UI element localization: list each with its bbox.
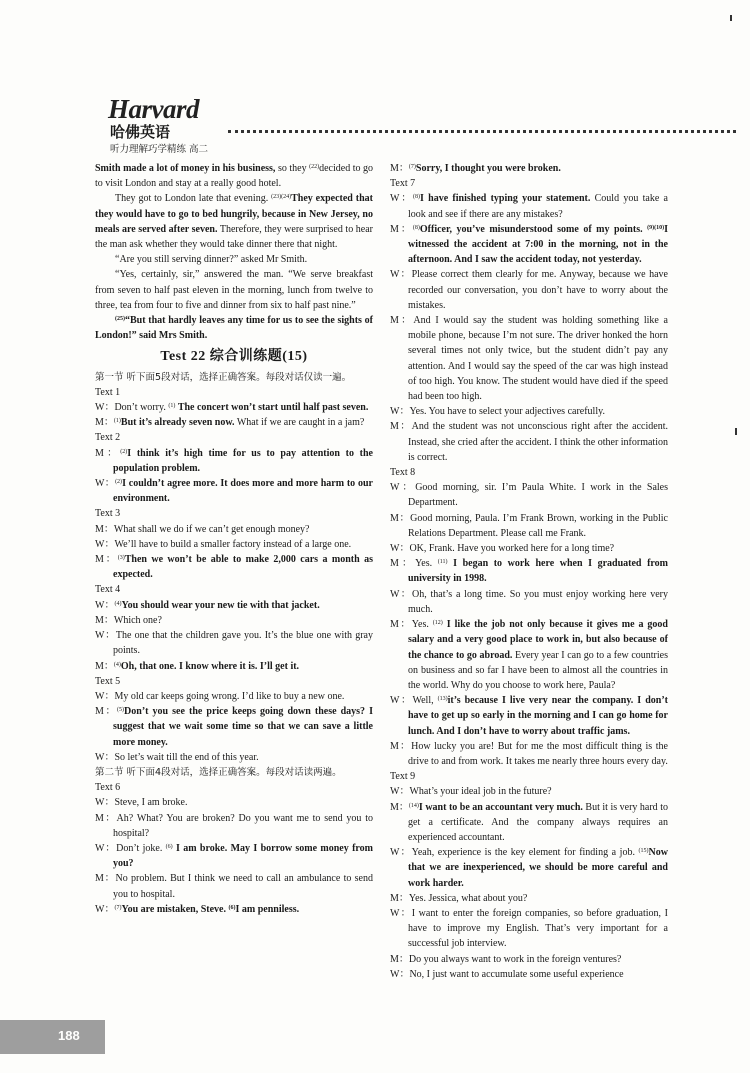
text-line: Text 5 (95, 675, 121, 687)
text-line: M：$^{(4)}$Oh, that one. I know where it is. I’ll get it. (95, 660, 300, 672)
text-line: W：Don’t worry. $^{(1)}$ The concert won’t start until half past seven. (95, 402, 369, 414)
text-line: Smith made a lot of money in his business, so they $^{(22)}$decided to go to visit London and stay at a really good hotel. (95, 163, 373, 190)
left-column (95, 161, 373, 917)
text-line: M：And I would say the student was holding something like a mobile phone, because I’m not sure. The driver honked the horn several times not only twice, but the student didn’t pay any attention. And I would say the speed of the car was high instead of too high. You know. The student would have died if the speed had been too high. (390, 315, 668, 403)
text-line: 第一节 听下面5段对话，选择正确答案。每段对话仅读一遍。 (95, 371, 352, 383)
text-line: W：No, I just want to accumulate some useful experience (390, 968, 624, 980)
text-line: Text 8 (390, 467, 416, 479)
text-line: M：Yes. $^{(11)}$ I began to work here when I graduated from university in 1998. (390, 558, 668, 585)
text-line: W：OK, Frank. Have you worked here for a long time? (390, 543, 615, 555)
text-line: W：So let’s wait till the end of this year. (95, 751, 259, 763)
right-column (390, 161, 668, 982)
text-line: M：Good morning, Paula. I’m Frank Brown, working in the Public Relations Department. Please call me Frank. (390, 512, 668, 539)
page-number: 188 (58, 1028, 80, 1043)
text-line: W：Oh, that’s a long time. So you must enjoy working here very much. (390, 588, 668, 615)
text-line: M：$^{(3)}$Then we won’t be able to make 2,000 cars a month as expected. (95, 554, 373, 581)
text-line: Text 3 (95, 508, 121, 520)
text-line: Text 4 (95, 584, 121, 596)
text-line: M：What shall we do if we can’t get enough money? (95, 523, 310, 535)
text-line: M：Yes. $^{(12)}$ I like the job not only because it gives me a good salary and a very good place to work in, but also because of the chance to go abroad. Every year I can go to a few countries on business and so far I have been to almost all the countries in the world. Why do you choose to work here, Paula? (390, 619, 669, 691)
text-line: M：Yes. Jessica, what about you? (390, 892, 528, 904)
text-line: M：No problem. But I think we need to call an ambulance to send you to hospital. (95, 873, 373, 900)
text-line: M：Do you always want to work in the foreign ventures? (390, 953, 622, 965)
text-line: Text 9 (390, 771, 416, 783)
text-line: Text 1 (95, 386, 121, 398)
text-line: Text 2 (95, 432, 121, 444)
text-line: $^{(25)}$“But that hardly leaves any time for us to see the sights of London!” said Mrs Smith. (95, 315, 373, 342)
text-line: W：I want to enter the foreign companies, so before graduation, I have to improve my English. That’s very important for a successful job interview. (390, 907, 668, 950)
page-header (96, 94, 736, 156)
text-line: W：Yes. You have to select your adjectives carefully. (390, 406, 605, 418)
text-line: W：We’ll have to build a smaller factory instead of a large one. (95, 538, 352, 550)
text-line: Text 7 (390, 178, 416, 190)
test-title: Test 22 综合训练题(15) (160, 349, 308, 365)
text-line: W：$^{(8)}$I have finished typing your statement. Could you take a look and see if there are any mistakes? (390, 193, 668, 220)
text-line: “Are you still serving dinner?” asked Mr Smith. (115, 254, 308, 266)
text-line: M：Which one? (95, 614, 162, 626)
edge-mark (730, 15, 732, 21)
brand-title: 哈佛英语 (110, 123, 171, 141)
text-line: M：$^{(1)}$But it’s already seven now. What if we are caught in a jam? (95, 417, 365, 429)
text-line: W：Please correct them clearly for me. Anyway, because we have recorded our conversation, you don’t have to worry about the mistakes. (390, 269, 668, 311)
text-line: W：What’s your ideal job in the future? (390, 786, 552, 798)
text-line: W：$^{(2)}$I couldn’t agree more. It does more and more harm to our environment. (95, 478, 373, 505)
text-line: M：How lucky you are! But for me the most difficult thing is the drive to and from work. It takes me nearly three hours every day. (390, 740, 668, 767)
page-number-tab (0, 1020, 105, 1054)
edge-mark (735, 428, 737, 435)
text-line: W：Well, $^{(13)}$it’s because I live very near the company. I don’t have to get up so early in the morning and I can go home for lunch. And I don’t have to worry about traffic jams. (390, 695, 668, 737)
text-line: W：My old car keeps going wrong. I’d like to buy a new one. (95, 690, 345, 702)
text-line: They got to London late that evening. $^{(23)(24)}$They expected that they would have to go to bed hungrily, because in New Jersey, no meals are served after seven. Therefore, they were surprised to hear the man ask whether they would take dinner there that night. (95, 193, 374, 251)
text-line: W：Yeah, experience is the key element for finding a job. $^{(15)}$Now that we are inexperienced, we should be more careful and work harder. (390, 847, 668, 889)
text-line: W：Don’t joke. $^{(6)}$ I am broke. May I borrow some money from you? (95, 842, 373, 870)
text-line: Text 6 (95, 782, 121, 794)
text-line: W：The one that the children gave you. It’s the blue one with gray points. (95, 630, 373, 657)
text-line: M：$^{(14)}$I want to be an accountant very much. But it is very hard to get a certificate. And the company always requires an experienced accountant. (390, 801, 668, 843)
text-line: 第二节 听下面4段对话，选择正确答案。每段对话读两遍。 (95, 766, 342, 778)
text-line: M：$^{(8)}$Officer, you’ve misunderstood some of my points. $^{(9)(10)}$I witnessed the accident at 7:00 in the morning, not in the afternoon. And I saw the accident today, not yesterday. (390, 223, 668, 266)
text-line: M：$^{(7)}$Sorry, I thought you were broken. (390, 163, 561, 174)
text-line: W：Good morning, sir. I’m Paula White. I work in the Sales Department. (390, 482, 668, 509)
text-line: M：$^{(2)}$I think it’s high time for us to pay attention to the population problem. (95, 447, 373, 474)
text-line: M：Ah? What? You are broken? Do you want me to send you to hospital? (95, 812, 373, 839)
text-line: M：$^{(5)}$Don’t you see the price keeps going down these days? I suggest that we wait some time so that we can save a little more money. (95, 706, 373, 748)
text-line: M：And the student was not unconscious right after the accident. Instead, she cried after the accident. I think the other information is correct. (390, 421, 668, 463)
header-divider (228, 130, 736, 133)
text-line: W：$^{(7)}$You are mistaken, Steve. $^{(6)}$I am penniless. (95, 903, 300, 915)
text-line: “Yes, certainly, sir,” answered the man. “We serve breakfast from seven to half past eleven in the morning, lunch from twelve to three, tea from four to five and dinner from six to half past nine.” (95, 269, 373, 311)
text-line: W：Steve, I am broke. (95, 797, 188, 809)
text-line: W：$^{(4)}$You should wear your new tie with that jacket. (95, 599, 320, 611)
series-subtitle: 听力理解巧学精练 高二 (110, 144, 209, 155)
harvard-logo: Harvard (108, 94, 199, 124)
